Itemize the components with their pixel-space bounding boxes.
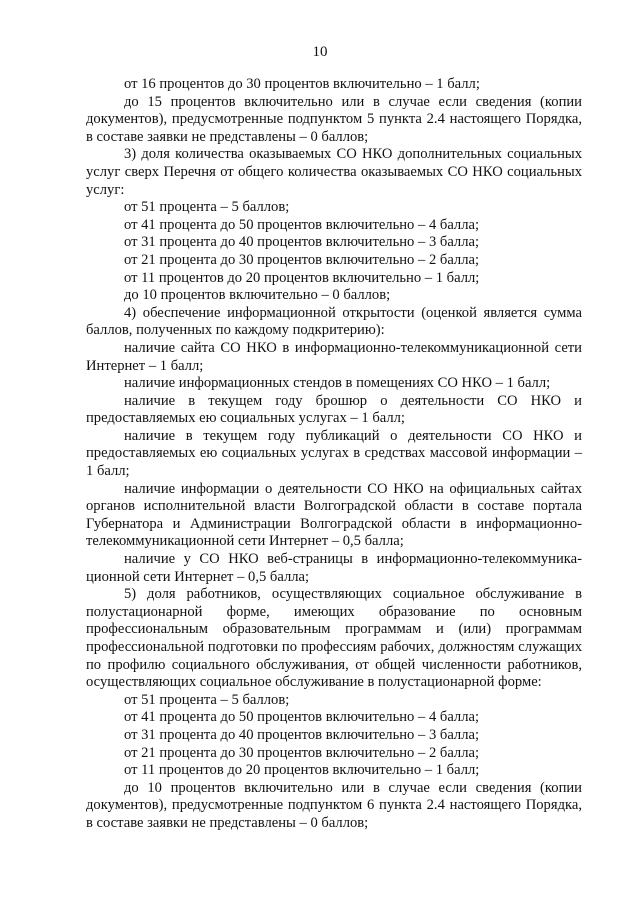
paragraph-score-up-to-15: до 15 процентов включительно или в случае если сведения (копии документов), предусмотренные подпунктом 5 пункта 2.4 настоящего Порядка, в составе заявки не представлены – 0 баллов; [86,93,582,145]
paragraph-c4-brochures: наличие в текущем году брошюр о деятельности СО НКО и предоставляемых ею социальных услугах – 1 балл; [86,392,582,427]
paragraph-c4-website: наличие сайта СО НКО в информационно-телекоммуникационной сети Интернет – 1 балл; [86,339,582,374]
paragraph-criterion-5: 5) доля работников, осуществляющих социальное обслуживание в полустационарной форме, имеющих образование по основным профессиональным образовательным программам и (или) программам профессиональной подготовки по профессиям рабочих, должностям служащих по профилю социального обслуживания, от общей численности работников, осуществляющих социальное обслуживание в полустационарной форме: [86,586,582,691]
paragraph-c3-11-20: от 11 процентов до 20 процентов включительно – 1 балл; [124,269,480,286]
paragraph-c4-official-sites: наличие информации о деятельности СО НКО на официальных сайтах органов исполнительной власти Волгоградской области в составе портала Губернатора и Администрации Волгоградской области в информационно-телекоммуникационной сети Интернет – 0,5 балла; [86,480,582,550]
paragraph-c4-stands: наличие информационных стендов в помещениях СО НКО – 1 балл; [124,375,551,392]
page-number: 10 [312,44,328,60]
document-body [86,76,582,833]
paragraph-c4-web-page: наличие у СО НКО веб-страницы в информационно-телекоммуникационной сети Интернет – 0,5 балла; [86,551,582,585]
paragraph-c3-from-51: от 51 процента – 5 баллов; [124,199,290,216]
paragraph-c5-31-40: от 31 процента до 40 процентов включительно – 3 балла; [124,726,480,743]
paragraph-criterion-3: 3) доля количества оказываемых СО НКО дополнительных социальных услуг сверх Перечня от общего количества оказываемых СО НКО социальных услуг: [86,146,582,198]
paragraph-criterion-4: 4) обеспечение информационной открытости (оценкой является сумма баллов, полученных по каждому подкритерию): [86,304,582,339]
paragraph-c3-up-to-10: до 10 процентов включительно – 0 баллов; [124,287,391,304]
paragraph-c5-21-30: от 21 процента до 30 процентов включительно – 2 балла; [124,744,480,761]
paragraph-c5-from-51: от 51 процента – 5 баллов; [124,691,290,708]
paragraph-c5-11-20: от 11 процентов до 20 процентов включительно – 1 балл; [124,762,480,779]
paragraph-c3-21-30: от 21 процента до 30 процентов включительно – 2 балла; [124,251,480,268]
paragraph-c5-41-50: от 41 процента до 50 процентов включительно – 4 балла; [124,709,480,726]
paragraph-score-16-30: от 16 процентов до 30 процентов включительно – 1 балл; [124,76,480,92]
paragraph-c4-publications: наличие в текущем году публикаций о деятельности СО НКО и предоставляемых ею социальных услугах в средствах массовой информации – 1 балл; [86,427,582,480]
paragraph-c3-31-40: от 31 процента до 40 процентов включительно – 3 балла; [124,234,480,251]
paragraph-c3-41-50: от 41 процента до 50 процентов включительно – 4 балла; [124,216,480,233]
paragraph-c5-up-to-10: до 10 процентов включительно или в случае если сведения (копии документов), предусмотренные подпунктом 6 пункта 2.4 настоящего Порядка, в составе заявки не представлены – 0 баллов; [86,779,582,831]
